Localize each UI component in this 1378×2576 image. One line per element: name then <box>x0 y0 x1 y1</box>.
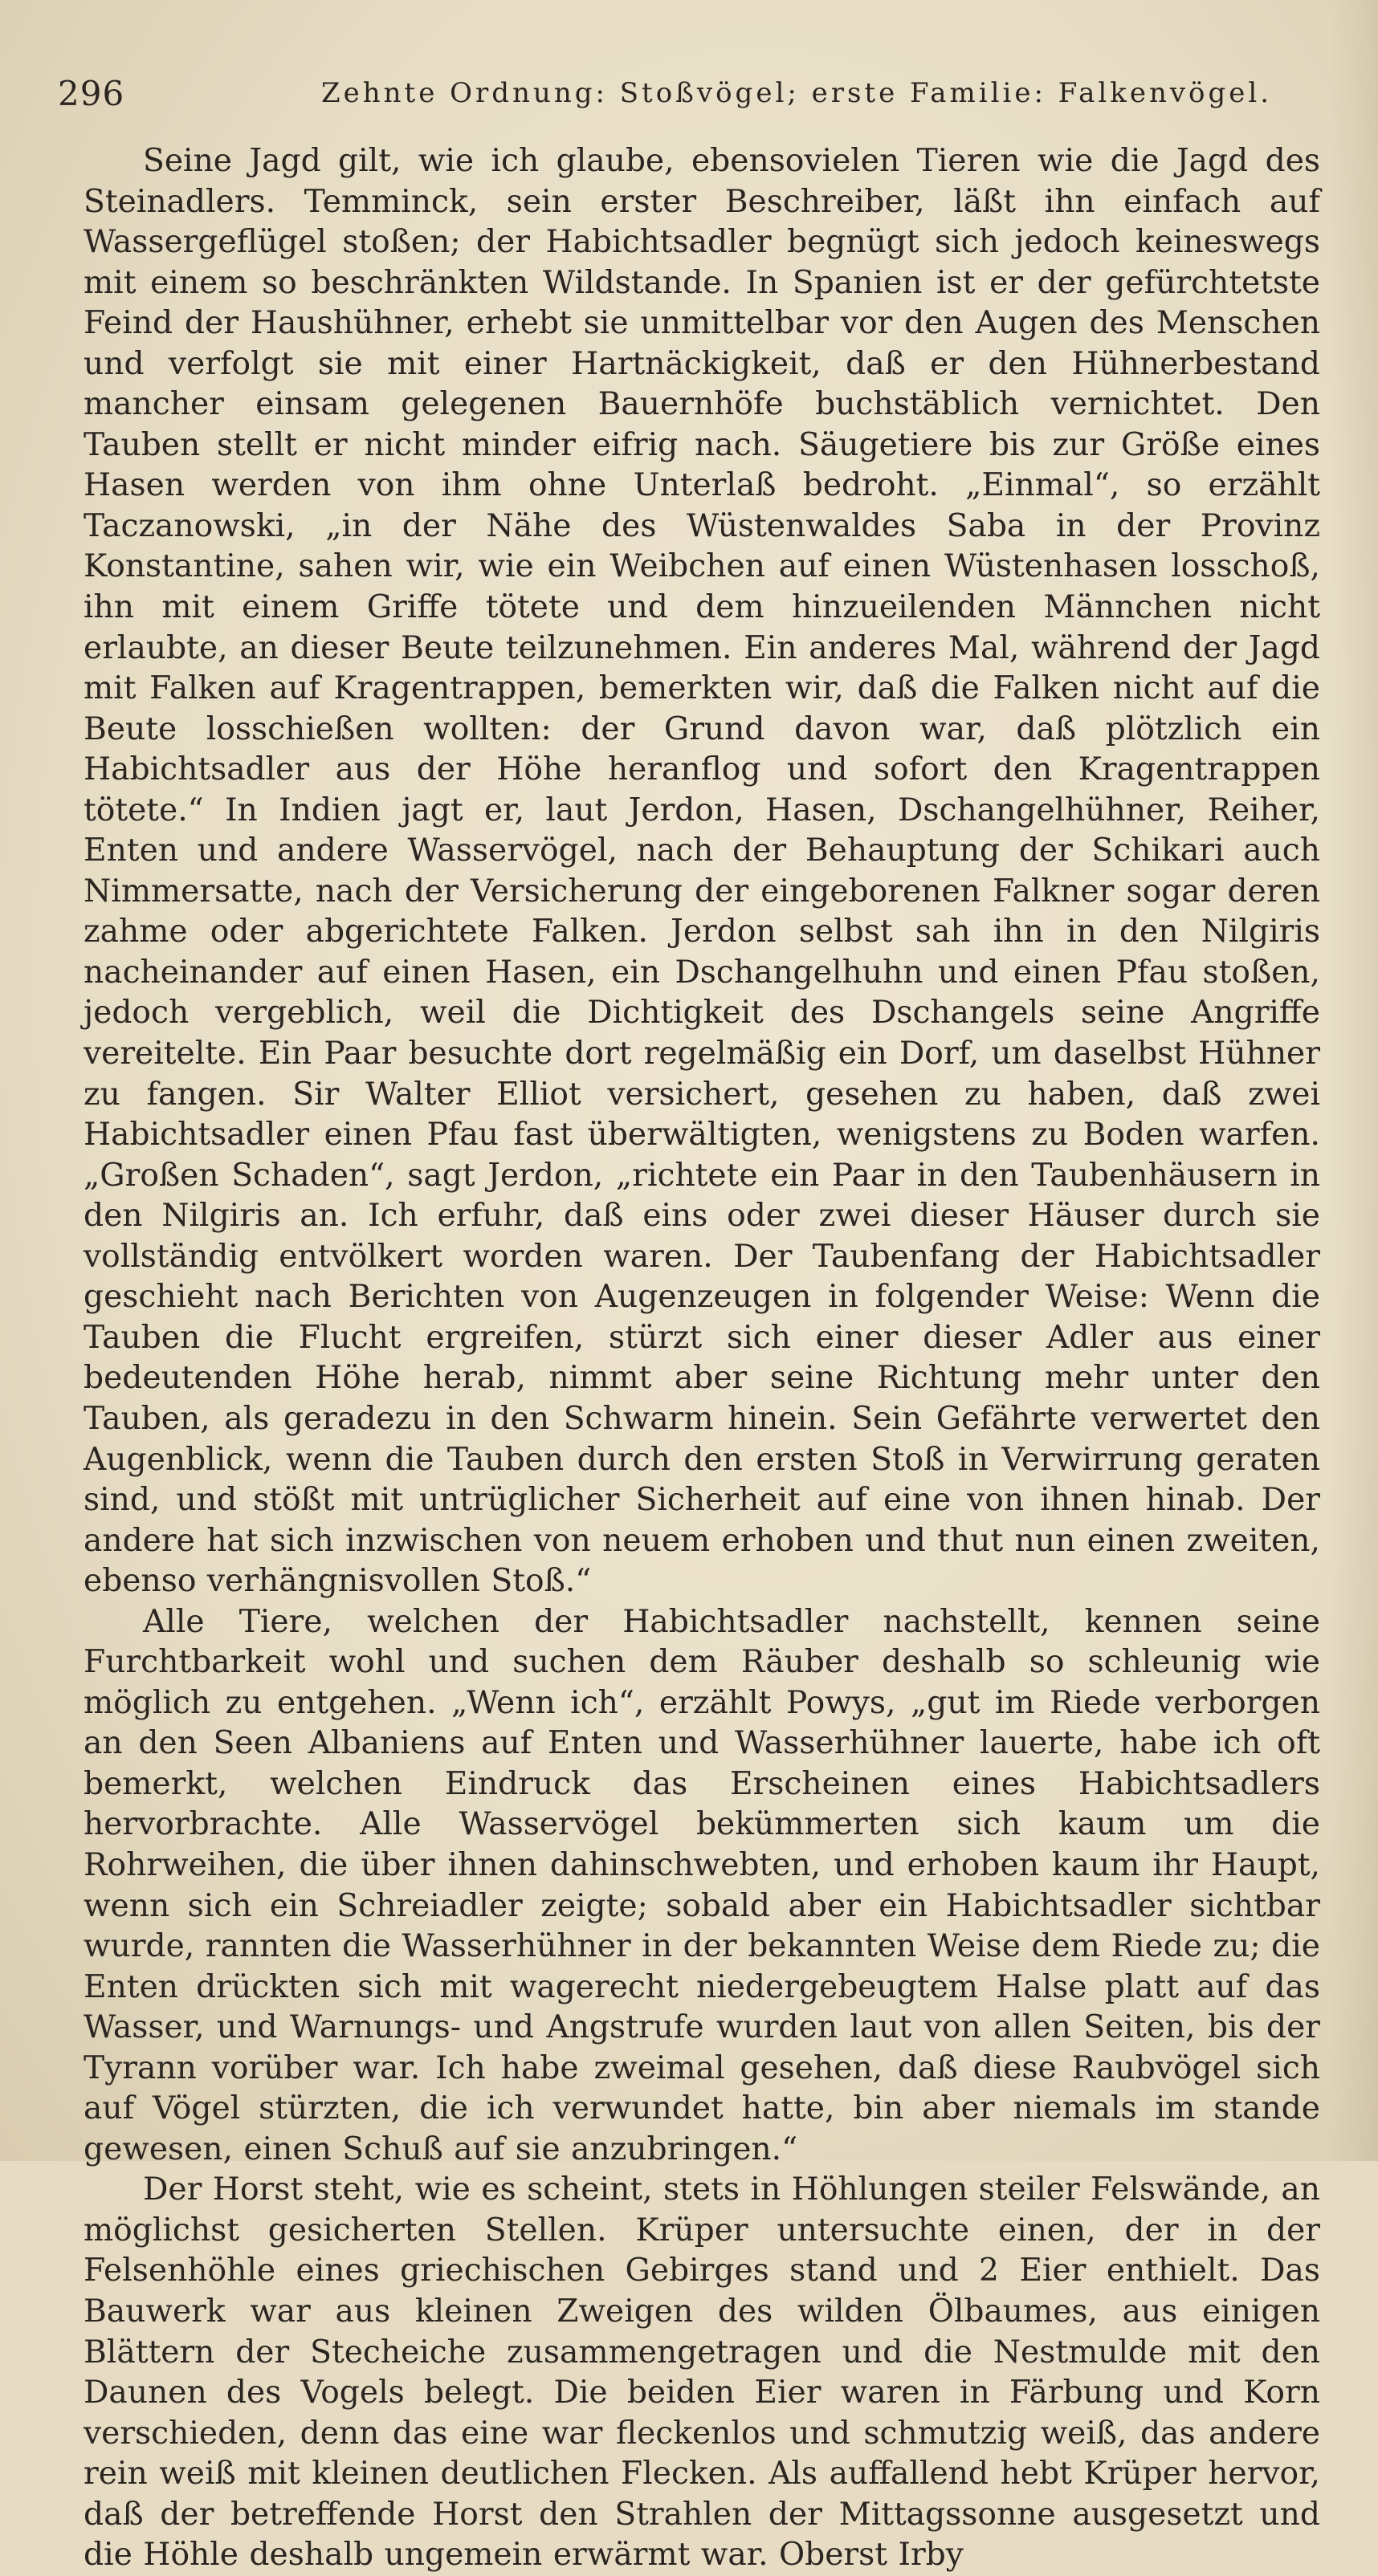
paragraph: Seine Jagd gilt, wie ich glaube, ebensovielen Tieren wie die Jagd des Steinadlers. Temminck, sein erster Beschreiber, läßt ihn einfach auf Wassergeflügel stoßen; der Habichtsadler begnügt sich jedoch keineswegs mit einem so beschränkten Wildstande. In Spanien ist er der gefürchtetste Feind der Haushühner, erhebt sie unmittelbar vor den Augen des Menschen und verfolgt sie mit einer Hartnäckigkeit, daß er den Hühnerbestand mancher einsam gelegenen Bauernhöfe buchstäblich vernichtet. Den Tauben stellt er nicht minder eifrig nach. Säugetiere bis zur Größe eines Hasen werden von ihm ohne Unterlaß bedroht. „Einmal“, so erzählt Taczanowski, „in der Nähe des Wüstenwaldes Saba in der Provinz Konstantine, sahen wir, wie ein Weibchen auf einen Wüstenhasen losschoß, ihn mit einem Griffe tötete und dem hinzueilenden Männchen nicht erlaubte, an dieser Beute teilzunehmen. Ein anderes Mal, während der Jagd mit Falken auf Kragentrappen, bemerkten wir, daß die Falken nicht auf die Beute losschießen wollten: der Grund davon war, daß plötzlich ein Habichtsadler aus der Höhe heranflog und sofort den Kragentrappen tötete.“ In Indien jagt er, laut Jerdon, Hasen, Dschangelhühner, Reiher, Enten und andere Wasservögel, nach der Behauptung der Schikari auch Nimmersatte, nach der Versicherung der eingeborenen Falkner sogar deren zahme oder abgerichtete Falken. Jerdon selbst sah ihn in den Nilgiris nacheinander auf einen Hasen, ein Dschangelhuhn und einen Pfau stoßen, jedoch vergeblich, weil die Dichtigkeit des Dschangels seine Angriffe vereitelte. Ein Paar besuchte dort regelmäßig ein Dorf, um daselbst Hühner zu fangen. Sir Walter Elliot versichert, gesehen zu haben, daß zwei Habichtsadler einen Pfau fast überwältigten, wenigstens zu Boden warfen. „Großen Schaden“, sagt Jerdon, „richtete ein Paar in den Taubenhäusern in den Nilgiris an. Ich erfuhr, daß eins oder zwei dieser Häuser durch sie vollständig entvölkert worden waren. Der Taubenfang der Habichtsadler geschieht nach Berichten von Augenzeugen in folgender Weise: Wenn die Tauben die Flucht ergreifen, stürzt sich einer dieser Adler aus einer bedeutenden Höhe herab, nimmt aber seine Richtung mehr unter den Tauben, als geradezu in den Schwarm hinein. Sein Gefährte verwertet den Augenblick, wenn die Tauben durch den ersten Stoß in Verwirrung geraten sind, und stößt mit untrüglicher Sicherheit auf eine von ihnen hinab. Der andere hat sich inzwischen von neuem erhoben und thut nun einen zweiten, ebenso verhängnisvollen Stoß.“ <box>84 143 1320 1600</box>
page-edge-shadow <box>1330 0 1378 2161</box>
page-number: 296 <box>58 74 125 113</box>
paragraph: Der Horst steht, wie es scheint, stets in Höhlungen steiler Felswände, an möglichst gesicherten Stellen. Krüper untersuchte einen, der in der Felsenhöhle eines griechischen Gebirges stand und 2 Eier enthielt. Das Bauwerk war aus kleinen Zweigen des wilden Ölbaumes, aus einigen Blättern der Stecheiche zusammengetragen und die Nestmulde mit den Daunen des Vogels belegt. Die beiden Eier waren in Färbung und Korn verschieden, denn das eine war fleckenlos und schmutzig weiß, das andere rein weiß mit kleinen deutlichen Flecken. Als auffallend hebt Krüper hervor, daß der betreffende Horst den Strahlen der Mittagssonne ausgesetzt und die Höhle deshalb ungemein erwärmt war. Oberst Irby <box>84 2171 1320 2574</box>
body-text <box>84 141 1320 2576</box>
page-header <box>58 74 1311 122</box>
paragraph: Alle Tiere, welchen der Habichtsadler nachstellt, kennen seine Furchtbarkeit wohl und suchen dem Räuber deshalb so schleunig wie möglich zu entgehen. „Wenn ich“, erzählt Powys, „gut im Riede verborgen an den Seen Albaniens auf Enten und Wasserhühner lauerte, habe ich oft bemerkt, welchen Eindruck das Erscheinen eines Habichtsadlers hervorbrachte. Alle Wasservögel bekümmerten sich kaum um die Rohrweihen, die über ihnen dahinschwebten, und erhoben kaum ihr Haupt, wenn sich ein Schreiadler zeigte; sobald aber ein Habichtsadler sichtbar wurde, rannten die Wasserhühner in der bekannten Weise dem Riede zu; die Enten drückten sich mit wagerecht niedergebeugtem Halse platt auf das Wasser, und Warnungs- und Angstrufe wurden laut von allen Seiten, bis der Tyrann vorüber war. Ich habe zweimal gesehen, daß diese Raubvögel sich auf Vögel stürzten, die ich verwundet hatte, bin aber niemals im stande gewesen, einen Schuß auf sie anzubringen.“ <box>84 1603 1320 2167</box>
running-head: Zehnte Ordnung: Stoßvögel; erste Familie: Falkenvögel. <box>321 77 1273 109</box>
